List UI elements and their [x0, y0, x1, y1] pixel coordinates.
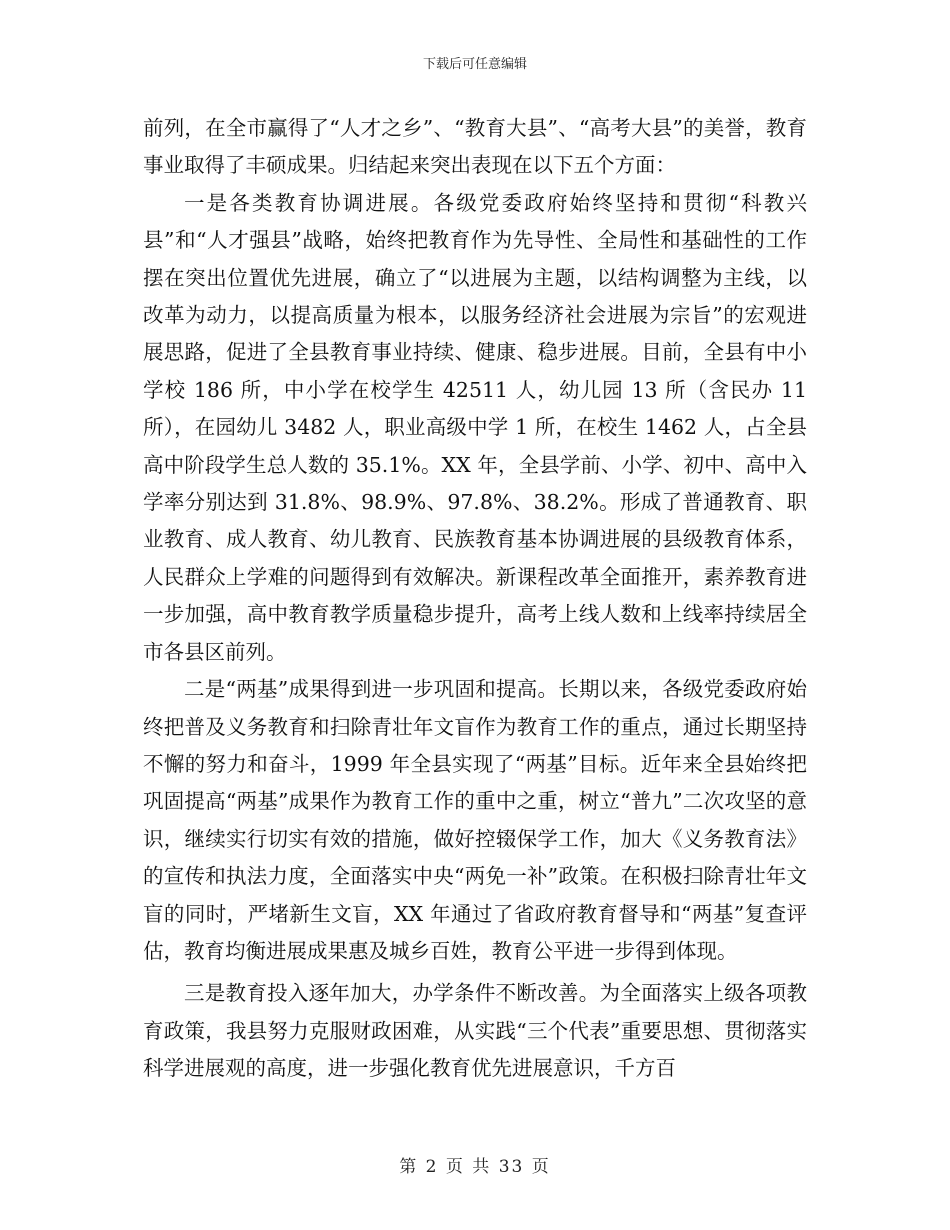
- paragraph-education-coordination: 一是各类教育协调进展。各级党委政府始终坚持和贯彻“科教兴县”和“人才强县”战略，始终把教育作为先导性、全局性和基础性的工作摆在突出位置优先进展，确立了“以进展为主题，以结构调整为主线，以改革为动力，以提高质量为根本，以服务经济社会进展为宗旨”的宏观进展思路，促进了全县教育事业持续、健康、稳步进展。目前，全县有中小学校 186 所，中小学在校学生 42511 人，幼儿园 13 所（含民办 11 所），在园幼儿 3482 人，职业高级中学 1 所，在校生 1462 人，占全县高中阶段学生总人数的 35.1%。XX 年，全县学前、小学、初中、高中入学率分别达到 31.8%、98.9%、97.8%、38.2%。形成了普通教育、职业教育、成人教育、幼儿教育、民族教育基本协调进展的县级教育体系，人民群众上学难的问题得到有效解决。新课程改革全面推开，素养教育进一步加强，高中教育教学质量稳步提升，高考上线人数和上线率持续居全市各县区前列。: [143, 190, 807, 664]
- document-body: [143, 110, 807, 1088]
- page-header-note: 下载后可任意编辑: [422, 57, 527, 72]
- paragraph-two-basics: 二是“两基”成果得到进一步巩固和提高。长期以来，各级党委政府始终把普及义务教育和扫除青壮年文盲作为教育工作的重点，通过长期坚持不懈的努力和奋斗，1999 年全县实现了“两基”目标。近年来全县始终把巩固提高“两基”成果作为教育工作的重中之重，树立“普九”二次攻坚的意识，继续实行切实有效的措施，做好控辍保学工作，加大《义务教育法》的宣传和执法力度，全面落实中央“两免一补”政策。在积极扫除青壮年文盲的同时，严堵新生文盲，XX 年通过了省政府教育督导和“两基”复查评估，教育均衡进展成果惠及城乡百姓，教育公平进一步得到体现。: [143, 677, 807, 963]
- page-number-footer: 第 2 页 共 33 页: [399, 1157, 551, 1177]
- paragraph-continuation: 前列，在全市赢得了“人才之乡”、“教育大县”、“高考大县”的美誉，教育事业取得了丰硕成果。归结起来突出表现在以下五个方面：: [143, 116, 807, 178]
- paragraph-education-investment: 三是教育投入逐年加大，办学条件不断改善。为全面落实上级各项教育政策，我县努力克服财政困难，从实践“三个代表”重要思想、贯彻落实科学进展观的高度，进一步强化教育优先进展意识，千方百: [143, 981, 807, 1081]
